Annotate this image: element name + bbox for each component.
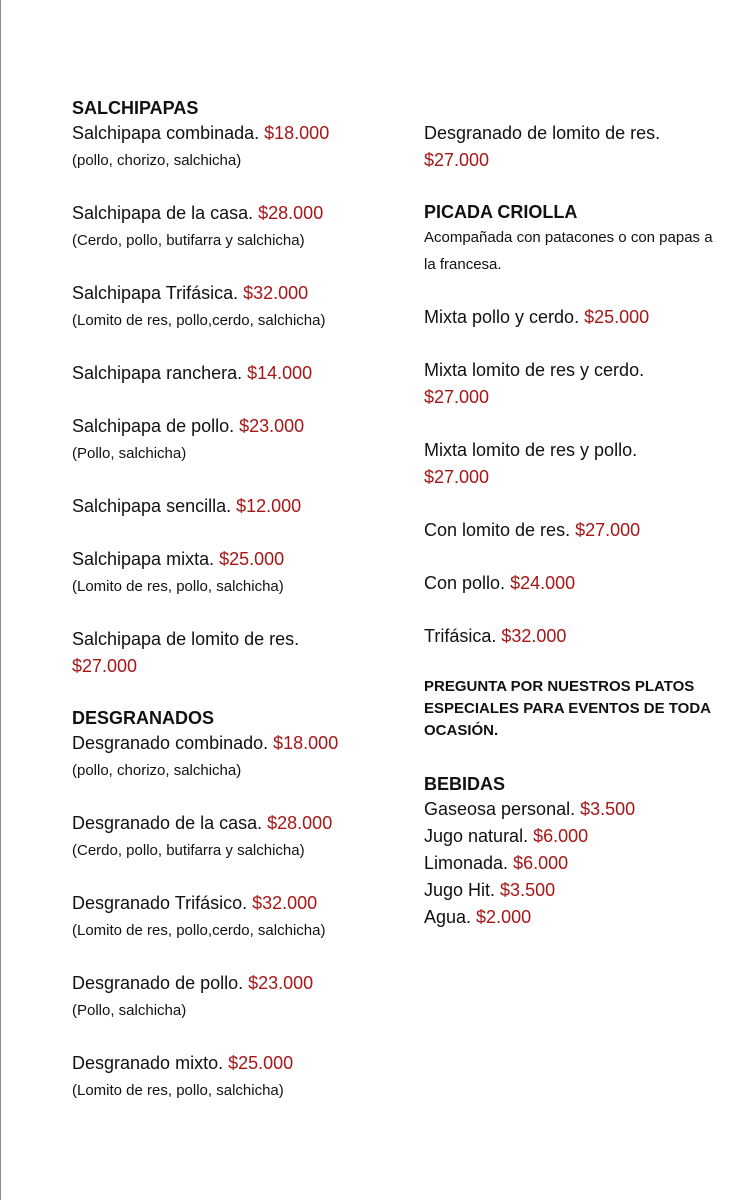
item-description: (Pollo, salchicha): [72, 445, 187, 462]
menu-item: [72, 493, 392, 520]
menu-item: [424, 120, 724, 174]
bebidas-heading: BEBIDAS: [424, 774, 506, 794]
menu-item: [72, 730, 392, 784]
item-name: Desgranado mixto.: [72, 1053, 229, 1073]
item-name: Salchipapa de la casa.: [72, 203, 259, 223]
item-price: $6.000: [513, 853, 569, 873]
item-name: Desgranado combinado.: [72, 733, 274, 753]
item-price: $18.000: [264, 123, 330, 143]
item-description: (Cerdo, pollo, butifarra y salchicha): [72, 232, 305, 249]
item-name: Salchipapa ranchera.: [72, 363, 248, 383]
left-column: [72, 96, 392, 1130]
item-name: Mixta lomito de res y pollo.: [424, 440, 638, 460]
menu-item: [72, 546, 392, 600]
item-price: $27.000: [424, 387, 490, 407]
item-price: $23.000: [248, 973, 314, 993]
drink-item: [424, 904, 724, 931]
item-name: Salchipapa de lomito de res.: [72, 629, 300, 649]
item-price: $27.000: [575, 520, 641, 540]
item-price: $23.000: [239, 416, 305, 436]
item-name: Desgranado de lomito de res.: [424, 123, 661, 143]
menu-item: [72, 280, 392, 334]
menu-item: [72, 810, 392, 864]
item-price: $12.000: [236, 496, 302, 516]
item-name: Con lomito de res.: [424, 520, 576, 540]
menu-item: [424, 437, 724, 491]
item-name: Salchipapa de pollo.: [72, 416, 240, 436]
item-name: Limonada.: [424, 853, 514, 873]
special-events-note: PREGUNTA POR NUESTROS PLATOS ESPECIALES PARA EVENTOS DE TODA OCASIÓN.: [424, 678, 711, 739]
drink-item: [424, 850, 724, 877]
page-edge-line: [0, 0, 1, 1200]
item-name: Desgranado de la casa.: [72, 813, 268, 833]
item-price: $28.000: [258, 203, 324, 223]
item-name: Salchipapa sencilla.: [72, 496, 237, 516]
salchipapas-heading: SALCHIPAPAS: [72, 98, 199, 118]
item-price: $28.000: [267, 813, 333, 833]
menu-item: [72, 626, 392, 680]
item-name: Mixta pollo y cerdo.: [424, 307, 585, 327]
item-name: Con pollo.: [424, 573, 511, 593]
item-price: $27.000: [72, 656, 138, 676]
picada-criolla-heading: PICADA CRIOLLA: [424, 202, 578, 222]
item-description: (Pollo, salchicha): [72, 1002, 187, 1019]
item-description: (Lomito de res, pollo,cerdo, salchicha): [72, 312, 326, 329]
item-name: Desgranado Trifásico.: [72, 893, 253, 913]
item-name: Salchipapa combinada.: [72, 123, 265, 143]
menu-item: [424, 570, 724, 597]
item-name: Salchipapa mixta.: [72, 549, 220, 569]
item-name: Salchipapa Trifásica.: [72, 283, 244, 303]
picada-note: Acompañada con patacones o con papas a la francesa.: [424, 229, 713, 273]
item-name: Jugo Hit.: [424, 880, 501, 900]
right-column: [424, 120, 724, 931]
item-name: Agua.: [424, 907, 477, 927]
desgranados-heading: DESGRANADOS: [72, 708, 215, 728]
menu-item: [424, 623, 724, 650]
menu-item: [72, 413, 392, 467]
item-description: (Lomito de res, pollo,cerdo, salchicha): [72, 922, 326, 939]
item-name: Mixta lomito de res y cerdo.: [424, 360, 645, 380]
item-name: Trifásica.: [424, 626, 502, 646]
item-price: $27.000: [424, 467, 490, 487]
item-price: $3.500: [580, 799, 636, 819]
item-price: $25.000: [219, 549, 285, 569]
item-price: $14.000: [247, 363, 313, 383]
item-description: (Lomito de res, pollo, salchicha): [72, 578, 284, 595]
item-description: (Cerdo, pollo, butifarra y salchicha): [72, 842, 305, 859]
menu-item: [72, 970, 392, 1024]
drink-item: [424, 877, 724, 904]
item-price: $32.000: [252, 893, 318, 913]
item-price: $25.000: [584, 307, 650, 327]
menu-item: [72, 1050, 392, 1104]
item-name: Jugo natural.: [424, 826, 534, 846]
item-description: (pollo, chorizo, salchicha): [72, 762, 242, 779]
item-price: $3.500: [500, 880, 556, 900]
drink-item: [424, 823, 724, 850]
menu-item: [72, 360, 392, 387]
item-price: $27.000: [424, 150, 490, 170]
item-price: $18.000: [273, 733, 339, 753]
drink-item: [424, 796, 724, 823]
menu-item: [72, 890, 392, 944]
item-name: Gaseosa personal.: [424, 799, 581, 819]
menu-item: [424, 517, 724, 544]
item-price: $6.000: [533, 826, 589, 846]
menu-item: [424, 304, 724, 331]
item-description: (Lomito de res, pollo, salchicha): [72, 1082, 284, 1099]
item-price: $25.000: [228, 1053, 294, 1073]
menu-item: [72, 120, 392, 174]
item-price: $32.000: [243, 283, 309, 303]
item-price: $2.000: [476, 907, 532, 927]
item-name: Desgranado de pollo.: [72, 973, 249, 993]
item-price: $24.000: [510, 573, 576, 593]
menu-item: [424, 357, 724, 411]
menu-item: [72, 200, 392, 254]
item-price: $32.000: [501, 626, 567, 646]
item-description: (pollo, chorizo, salchicha): [72, 152, 242, 169]
